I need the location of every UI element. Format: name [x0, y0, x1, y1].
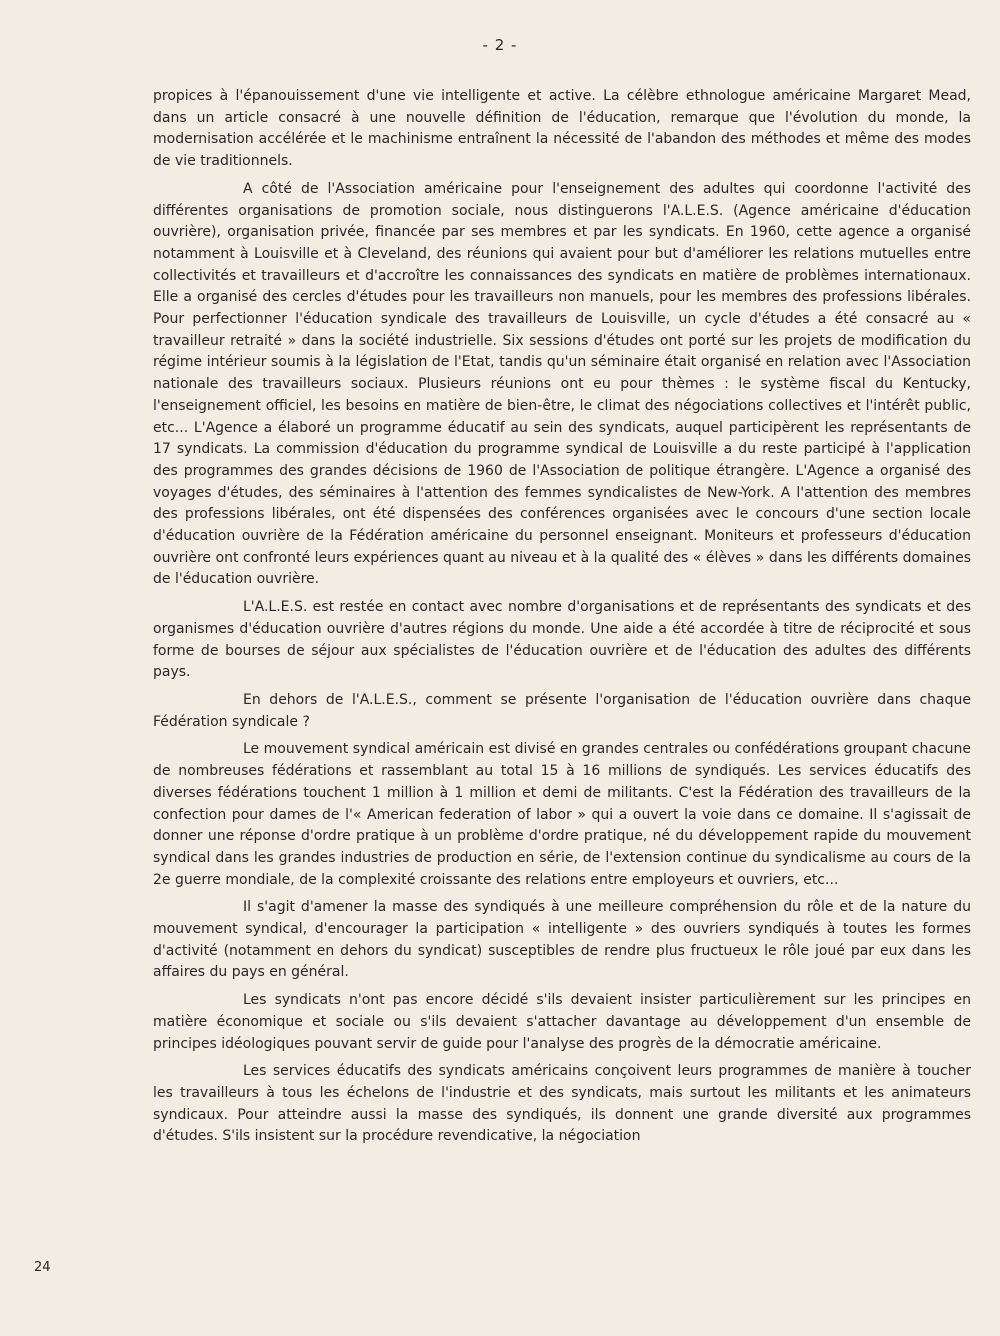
paragraph: A côté de l'Association américaine pour l'enseignement des adultes qui coordonne l'activité des différentes organisations de promotion sociale, nous distinguerons l'A.L.E.S. (Agence américaine d'éducation ouvrière), organisation privée, financée par ses membres et par les syndicats. En 1960, cette agence a organisé notamment à Louisville et à Cleveland, des réunions qui avaient pour but d'améliorer les relations mutuelles entre collectivités et travailleurs et d'accroître les connaissances des syndicats en matière de problèmes internationaux. Elle a organisé des cercles d'études pour les travailleurs non manuels, pour les membres des professions libérales. Pour perfectionner l'éducation syndicale des travailleurs de Louisville, un cycle d'études a été consacré au « travailleur retraité » dans la société industrielle. Six sessions d'études ont porté sur les projets de modification du régime intérieur soumis à la législation de l'Etat, tandis qu'un séminaire était organisé en relation avec l'Association nationale des travailleurs sociaux. Plusieurs réunions ont eu pour thèmes : le système fiscal du Kentucky, l'enseignement officiel, les besoins en matière de bien-être, le climat des négociations collectives et l'intérêt public, etc... L'Agence a élaboré un programme éducatif au sein des syndicats, auquel participèrent les représentants de 17 syndicats. La commission d'éducation du programme syndical de Louisville a du reste participé à l'application des programmes des grandes décisions de 1960 de l'Association de politique étrangère. L'Agence a organisé des voyages d'études, des séminaires à l'attention des femmes syndicalistes de New-York. A l'attention des membres des professions libérales, ont été dispensées des conférences organisées avec le concours d'une section locale d'éducation ouvrière de la Fédération américaine du personnel enseignant. Moniteurs et professeurs d'éducation ouvrière ont confronté leurs expériences quant au niveau et à la qualité des « élèves » dans les différents domaines de l'éducation ouvrière.	[153, 180, 971, 588]
folio-number: 24	[34, 1260, 51, 1275]
paragraph: propices à l'épanouissement d'une vie intelligente et active. La célèbre ethnologue américaine Margaret Mead, dans un article consacré à une nouvelle définition de l'éducation, remarque que l'évolution du monde, la modernisation accélérée et le machinisme entraînent la nécessité de l'abandon des méthodes et même des modes de vie traditionnels.	[153, 88, 971, 170]
paragraph: En dehors de l'A.L.E.S., comment se présente l'organisation de l'éducation ouvrière dans chaque Fédération syndicale ?	[153, 691, 971, 730]
body-text	[153, 86, 971, 1154]
paragraph: Les syndicats n'ont pas encore décidé s'ils devaient insister particulièrement sur les principes en matière économique et sociale ou s'ils devaient s'attacher davantage au développement d'un ensemble de principes idéologiques pouvant servir de guide pour l'analyse des progrès de la démocratie américaine.	[153, 992, 971, 1052]
paragraph: Il s'agit d'amener la masse des syndiqués à une meilleure compréhension du rôle et de la nature du mouvement syndical, d'encourager la participation « intelligente » des ouvriers syndiqués à toutes les formes d'activité (notamment en dehors du syndicat) susceptibles de rendre plus fructueux le rôle joué par eux dans les affaires du pays en général.	[153, 899, 971, 981]
paragraph: L'A.L.E.S. est restée en contact avec nombre d'organisations et de représentants des syndicats et des organismes d'éducation ouvrière d'autres régions du monde. Une aide a été accordée à titre de réciprocité et sous forme de bourses de séjour aux spécialistes de l'éducation ouvrière et de l'éducation des adultes des différents pays.	[153, 599, 971, 681]
paragraph: Les services éducatifs des syndicats américains conçoivent leurs programmes de manière à toucher les travailleurs à tous les échelons de l'industrie et des syndicats, mais surtout les militants et les animateurs syndicaux. Pour atteindre aussi la masse des syndiqués, ils donnent une grande diversité aux programmes d'études. S'ils insistent sur la procédure revendicative, la négociation	[153, 1063, 971, 1145]
page-number: - 2 -	[482, 36, 518, 54]
paragraph: Le mouvement syndical américain est divisé en grandes centrales ou confédérations groupant chacune de nombreuses fédérations et rassemblant au total 15 à 16 millions de syndiqués. Les services éducatifs des diverses fédérations touchent 1 million à 1 million et demi de militants. C'est la Fédération des travailleurs de la confection pour dames de l'« American federation of labor » qui a ouvert la voie dans ce domaine. Il s'agissait de donner une réponse d'ordre pratique à un problème d'ordre pratique, né du développement rapide du mouvement syndical dans les grandes industries de production en série, de l'extension continue du syndicalisme au cours de la 2e guerre mondiale, de la complexité croissante des relations entre employeurs et ouvriers, etc...	[153, 741, 971, 888]
